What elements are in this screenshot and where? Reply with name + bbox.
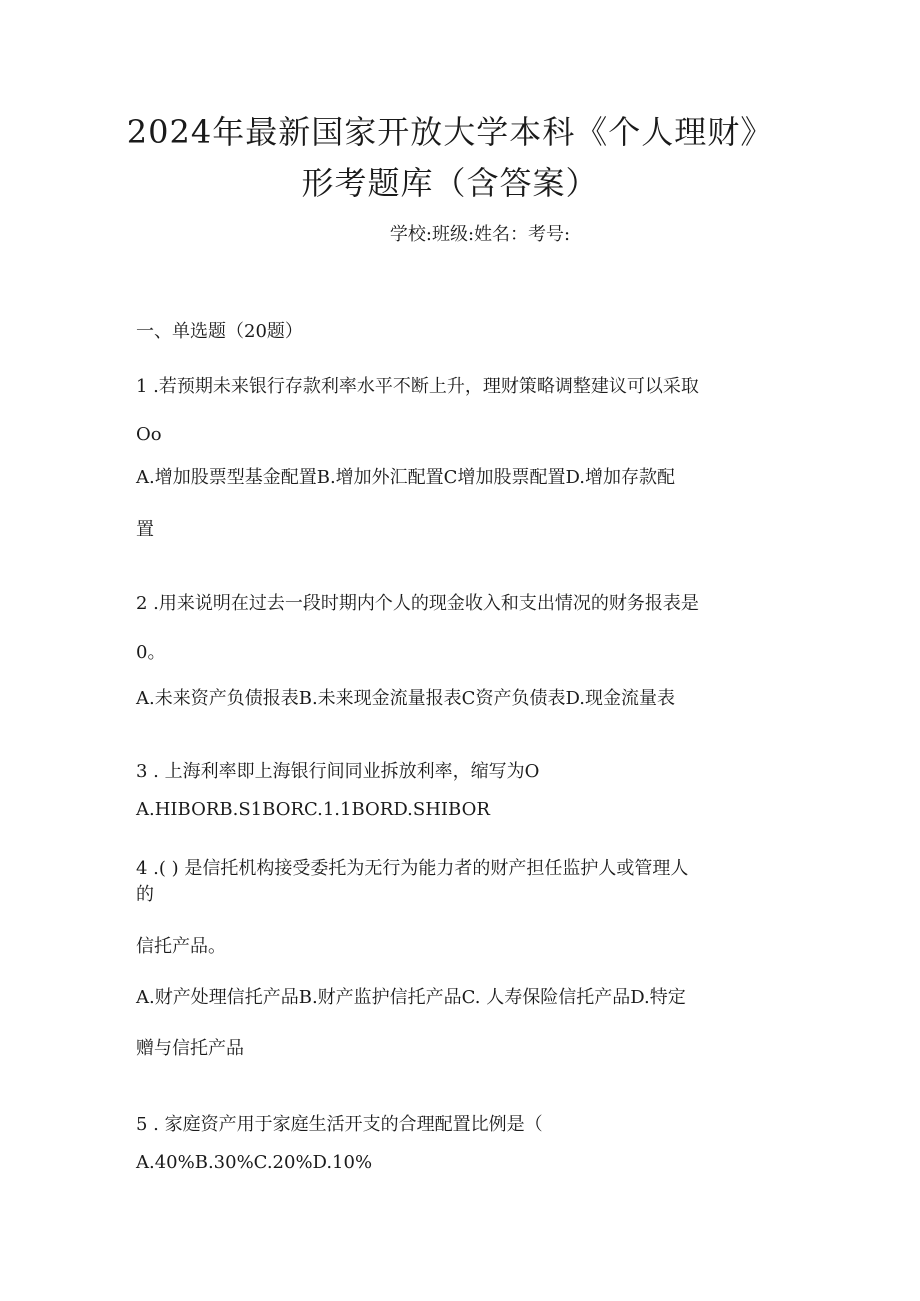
question-3-options: A.HIBORB.S1BORC.1.1BORD.SHIBOR — [136, 799, 490, 820]
question-1-stem: 1 .若预期未来银行存款利率水平不断上升，理财策略调整建议可以采取 — [136, 376, 699, 397]
student-info-line: 学校:班级:姓名：考号: — [389, 224, 571, 245]
section-heading: 一、单选题（20题） — [136, 321, 303, 342]
document-title-line-2: 形考题库（含答案） — [301, 164, 599, 202]
question-4-stem-continued-2: 信托产品。 — [136, 936, 226, 957]
question-3-stem: 3 . 上海利率即上海银行间同业拆放利率，缩写为O — [136, 761, 540, 782]
question-2-stem: 2 .用来说明在过去一段时期内个人的现金收入和支出情况的财务报表是 — [136, 593, 699, 614]
question-1-options: A.增加股票型基金配置B.增加外汇配置C增加股票配置D.增加存款配 — [136, 467, 675, 488]
question-4-options: A.财产处理信托产品B.财产监护信托产品C. 人寿保险信托产品D.特定 — [136, 987, 686, 1008]
question-1-options-continued: 置 — [136, 519, 154, 540]
question-4-stem: 4 .( ) 是信托机构接受委托为无行为能力者的财产担任监护人或管理人 — [136, 858, 689, 879]
question-4-stem-continued: 的 — [136, 884, 154, 905]
question-2-options: A.未来资产负债报表B.未来现金流量报表C资产负债表D.现金流量表 — [136, 688, 675, 709]
question-2-stem-continued: 0。 — [136, 642, 166, 663]
document-title-line-1: 2024年最新国家开放大学本科《个人理财》 — [126, 113, 774, 151]
question-5-options: A.40%B.30%C.20%D.10% — [136, 1152, 373, 1173]
question-1-stem-continued: Oo — [136, 424, 162, 445]
question-5-stem: 5 . 家庭资产用于家庭生活开支的合理配置比例是（ — [136, 1114, 543, 1135]
question-4-options-continued: 赠与信托产品 — [136, 1038, 244, 1059]
